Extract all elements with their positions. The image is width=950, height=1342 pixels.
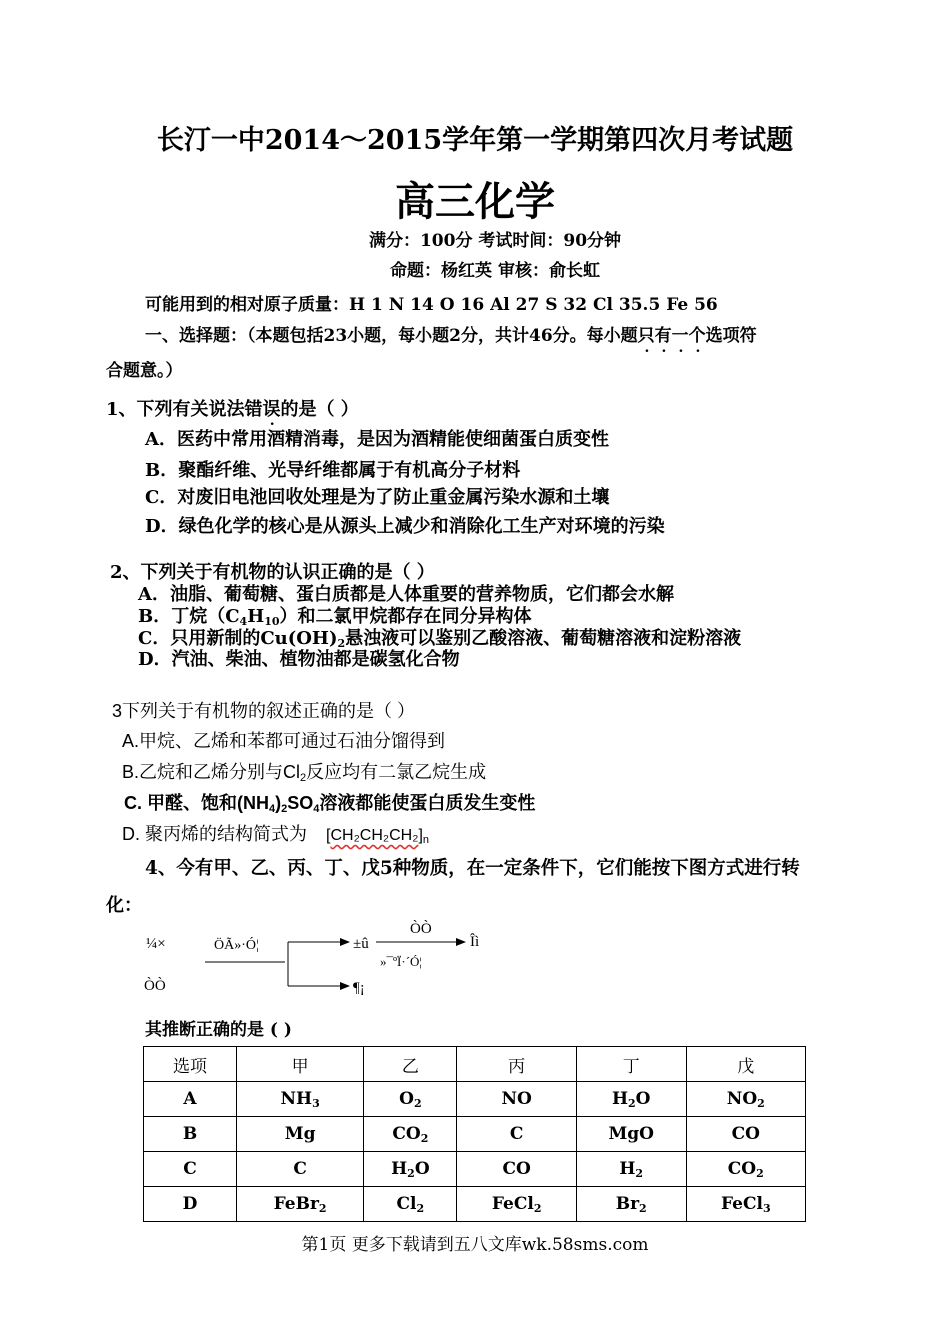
question-1-option-a: A．医药中常用酒精消毒，是因为酒精能使细菌蛋白质变性	[145, 429, 609, 450]
table-cell: $Cl_2$	[364, 1187, 457, 1222]
formula-bracket: ]	[418, 827, 423, 844]
page-footer: 第1页 更多下载请到五八文库wk.58sms.com	[301, 1235, 649, 1255]
table-header-row	[144, 1047, 806, 1082]
question-3-stem: 3下列关于有机物的叙述正确的是（ ）	[112, 701, 416, 721]
table-cell: FeCl$_3$	[686, 1187, 805, 1222]
question-3-option-c	[124, 789, 535, 815]
atomic-masses: 可能用到的相对原子质量：H 1 N 14 O 16 Al 27 S 32 Cl 35.5 Fe 56	[145, 295, 718, 315]
question-3-option-d	[122, 820, 429, 846]
node-yi: ÒÒ	[144, 978, 166, 994]
table-cell: NO	[457, 1082, 576, 1117]
emph-char: 只	[637, 326, 655, 346]
q1-text: 的是（ ）	[280, 399, 359, 420]
subscript: 4	[239, 615, 248, 628]
subscript: 2	[337, 637, 346, 650]
table-cell: C	[457, 1117, 576, 1152]
table-cell: B	[144, 1117, 237, 1152]
q2b-text: B．丁烷（C	[138, 606, 240, 627]
table-header-cell: 选项	[144, 1047, 237, 1082]
score-time: 满分：100分 考试时间：90分钟	[368, 231, 622, 251]
question-4-stem-line1: 4、今有甲、乙、丙、丁、戊5种物质，在一定条件下，它们能按下图方式进行转	[145, 858, 800, 879]
q1-text: 错	[244, 399, 263, 420]
question-3-option-a: A.甲烷、乙烯和苯都可通过石油分馏得到	[122, 731, 446, 751]
question-2-option-d: D．汽油、柴油、植物油都是碳氢化合物	[138, 649, 460, 670]
authors: 命题：杨红英 审核：俞长虹	[390, 261, 600, 281]
q3c-text: SO	[287, 793, 314, 813]
section1-text: 选项符	[705, 326, 757, 346]
table-cell: A	[144, 1082, 237, 1117]
q2c-text: C．只用新制的Cu(OH)	[138, 628, 338, 649]
table-cell: $CO_2$	[364, 1117, 457, 1152]
section1-text: 一、选择题：（本题包括23小题，每小题2分，共计46分。每小题	[145, 326, 638, 346]
table-cell: C	[237, 1152, 364, 1187]
emph-char: 个	[688, 326, 706, 346]
exam-title: 长汀一中2014～2015学年第一学期第四次月考试题	[156, 125, 794, 156]
diagram-arrows	[140, 918, 540, 1008]
q2c-text: 悬浊液可以鉴别乙酸溶液、葡萄糖溶液和淀粉溶液	[345, 628, 742, 649]
table-row	[144, 1152, 806, 1187]
table-cell: CO	[686, 1117, 805, 1152]
table-cell: $H_2O$	[576, 1082, 686, 1117]
q1-text: 1、下列有关说法	[106, 399, 245, 420]
arrow2-label-bottom: »¯ºÏ·´Ó¦	[380, 954, 423, 969]
polypropylene-formula	[326, 827, 429, 844]
answer-table	[143, 1046, 806, 1222]
formula-body: CH₂CH₂CH₂	[330, 827, 419, 844]
q2b-text: ）和二氯甲烷都存在同分异构体	[279, 606, 532, 627]
subscript: 2	[300, 772, 307, 784]
table-cell: $NH_3$	[237, 1082, 364, 1117]
subscript: 10	[264, 615, 280, 628]
arrow1-label: ÖÃ»·Ó¦	[214, 938, 259, 953]
table-header-cell: 甲	[237, 1047, 364, 1082]
q3c-text: C. 甲醛、饱和(NH	[124, 793, 269, 813]
table-header-cell: 丙	[457, 1047, 576, 1082]
formula-n: n	[422, 834, 430, 846]
inference-prompt: 其推断正确的是 ( )	[145, 1020, 292, 1040]
subscript: 4	[313, 803, 320, 815]
emph-char: 误	[262, 399, 281, 420]
question-1-option-c: C．对废旧电池回收处理是为了防止重金属污染水源和土壤	[145, 487, 610, 508]
table-cell: FeCl$_2$	[457, 1187, 576, 1222]
table-header-cell: 戊	[686, 1047, 805, 1082]
conversion-diagram	[140, 918, 540, 1008]
node-bing: ±û	[353, 936, 369, 952]
question-1-stem	[106, 395, 359, 421]
question-2-option-a: A．油脂、葡萄糖、蛋白质都是人体重要的营养物质，它们都会水解	[138, 584, 674, 605]
q3d-text: D. 聚丙烯的结构简式为	[122, 824, 308, 844]
question-1-option-b: B．聚酯纤维、光导纤维都属于有机高分子材料	[145, 460, 521, 481]
table-cell: $H_2$	[576, 1152, 686, 1187]
section1-line2: 合题意。）	[106, 361, 183, 381]
table-row	[144, 1117, 806, 1152]
table-cell: $Br_2$	[576, 1187, 686, 1222]
table-cell: D	[144, 1187, 237, 1222]
emph-char: 有	[654, 326, 672, 346]
table-cell: $O_2$	[364, 1082, 457, 1117]
arrow2-label-top: ÒÒ	[410, 921, 432, 937]
table-header-cell: 丁	[576, 1047, 686, 1082]
question-1-option-d: D．绿色化学的核心是从源头上减少和消除化工生产对环境的污染	[145, 516, 665, 537]
table-cell: C	[144, 1152, 237, 1187]
table-row	[144, 1187, 806, 1222]
node-wu: Îì	[470, 934, 480, 950]
table-cell: CO	[457, 1152, 576, 1187]
subscript: 4	[269, 803, 276, 815]
q3b-text: B.乙烷和乙烯分别与Cl	[122, 762, 301, 782]
subject-title: 高三化学	[395, 178, 555, 225]
q3c-text: 溶液都能使蛋白质发生变性	[319, 793, 536, 813]
table-cell: FeBr$_2$	[237, 1187, 364, 1222]
question-2-stem: 2、下列关于有机物的认识正确的是（ ）	[110, 562, 435, 583]
q2b-text: H	[247, 606, 265, 627]
table-header-cell: 乙	[364, 1047, 457, 1082]
emph-char: 一	[671, 326, 689, 346]
section1-line1	[145, 321, 757, 346]
table-cell: $NO_2$	[686, 1082, 805, 1117]
q3b-text: 反应均有二氯乙烷生成	[306, 762, 487, 782]
table-cell: Mg	[237, 1117, 364, 1152]
question-3-option-b	[122, 758, 486, 784]
subscript: 2	[281, 803, 288, 815]
formula-bracket: [	[326, 827, 331, 844]
table-row	[144, 1082, 806, 1117]
node-ding: ¶¡	[353, 980, 365, 996]
node-jia: ¼×	[146, 936, 166, 952]
table-cell: $H_2O$	[364, 1152, 457, 1187]
table-cell: MgO	[576, 1117, 686, 1152]
table-cell: $CO_2$	[686, 1152, 805, 1187]
question-4-stem-line2: 化：	[106, 895, 142, 916]
q3c-text: )	[275, 793, 282, 813]
